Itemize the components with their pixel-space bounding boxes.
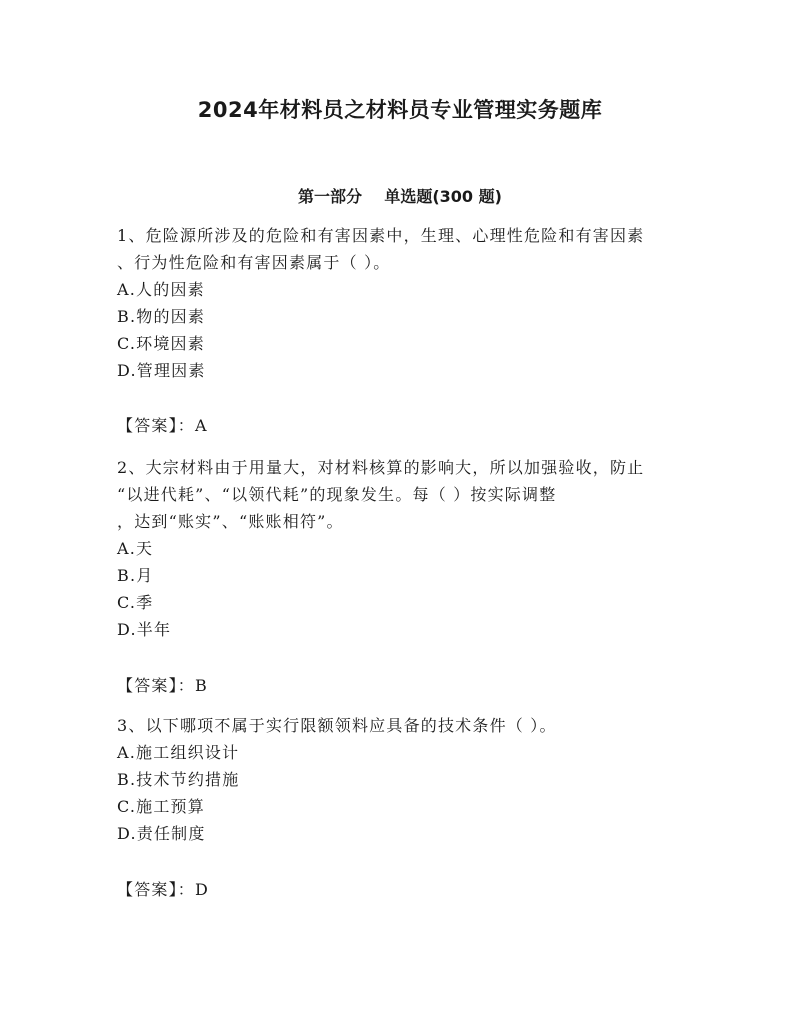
- answer-value: A: [195, 416, 208, 435]
- question-stem-line: 2、大宗材料由于用量大，对材料核算的影响大，所以加强验收，防止: [117, 458, 645, 477]
- question-stem-line: “以进代耗”、“以领代耗”的现象发生。每（ ）按实际调整: [117, 485, 557, 504]
- option-d: D.管理因素: [117, 361, 206, 380]
- document-title: 2024年材料员之材料员专业管理实务题库: [197, 98, 603, 122]
- option-b: B.物的因素: [117, 307, 206, 326]
- question-stem-line: ，达到“账实”、“账账相符”。: [117, 512, 344, 531]
- section-title: 第一部分 单选题(300 题): [298, 187, 502, 206]
- question-stem-line: 、行为性危险和有害因素属于（ ）。: [117, 253, 391, 272]
- answer-label: 【答案】：: [117, 676, 196, 695]
- option-list: [117, 739, 687, 847]
- option-a: A.人的因素: [117, 280, 205, 299]
- option-b: B.技术节约措施: [117, 770, 240, 789]
- question-stem: [117, 454, 687, 535]
- question-stem: [117, 222, 687, 276]
- question-1: [117, 222, 687, 435]
- answer-value: B: [195, 676, 208, 695]
- answer-line: [117, 412, 208, 439]
- answer-label: 【答案】：: [117, 880, 196, 899]
- option-c: C.施工预算: [117, 797, 205, 816]
- question-3: [117, 712, 687, 899]
- option-c: C.季: [117, 593, 154, 612]
- answer-label: 【答案】：: [117, 416, 196, 435]
- answer-line: [117, 672, 208, 699]
- answer-line: [117, 876, 209, 903]
- option-list: [117, 535, 687, 643]
- question-stem-line: 1、危险源所涉及的危险和有害因素中，生理、心理性危险和有害因素: [117, 226, 645, 245]
- question-stem-line: 3、以下哪项不属于实行限额领料应具备的技术条件（ ）。: [117, 716, 557, 735]
- answer-value: D: [195, 880, 210, 899]
- question-stem: [117, 712, 687, 739]
- option-d: D.半年: [117, 620, 172, 639]
- option-c: C.环境因素: [117, 334, 205, 353]
- option-b: B.月: [117, 566, 154, 585]
- option-d: D.责任制度: [117, 824, 206, 843]
- option-a: A.天: [117, 539, 154, 558]
- question-2: [117, 454, 687, 695]
- option-a: A.施工组织设计: [117, 743, 240, 762]
- option-list: [117, 276, 687, 384]
